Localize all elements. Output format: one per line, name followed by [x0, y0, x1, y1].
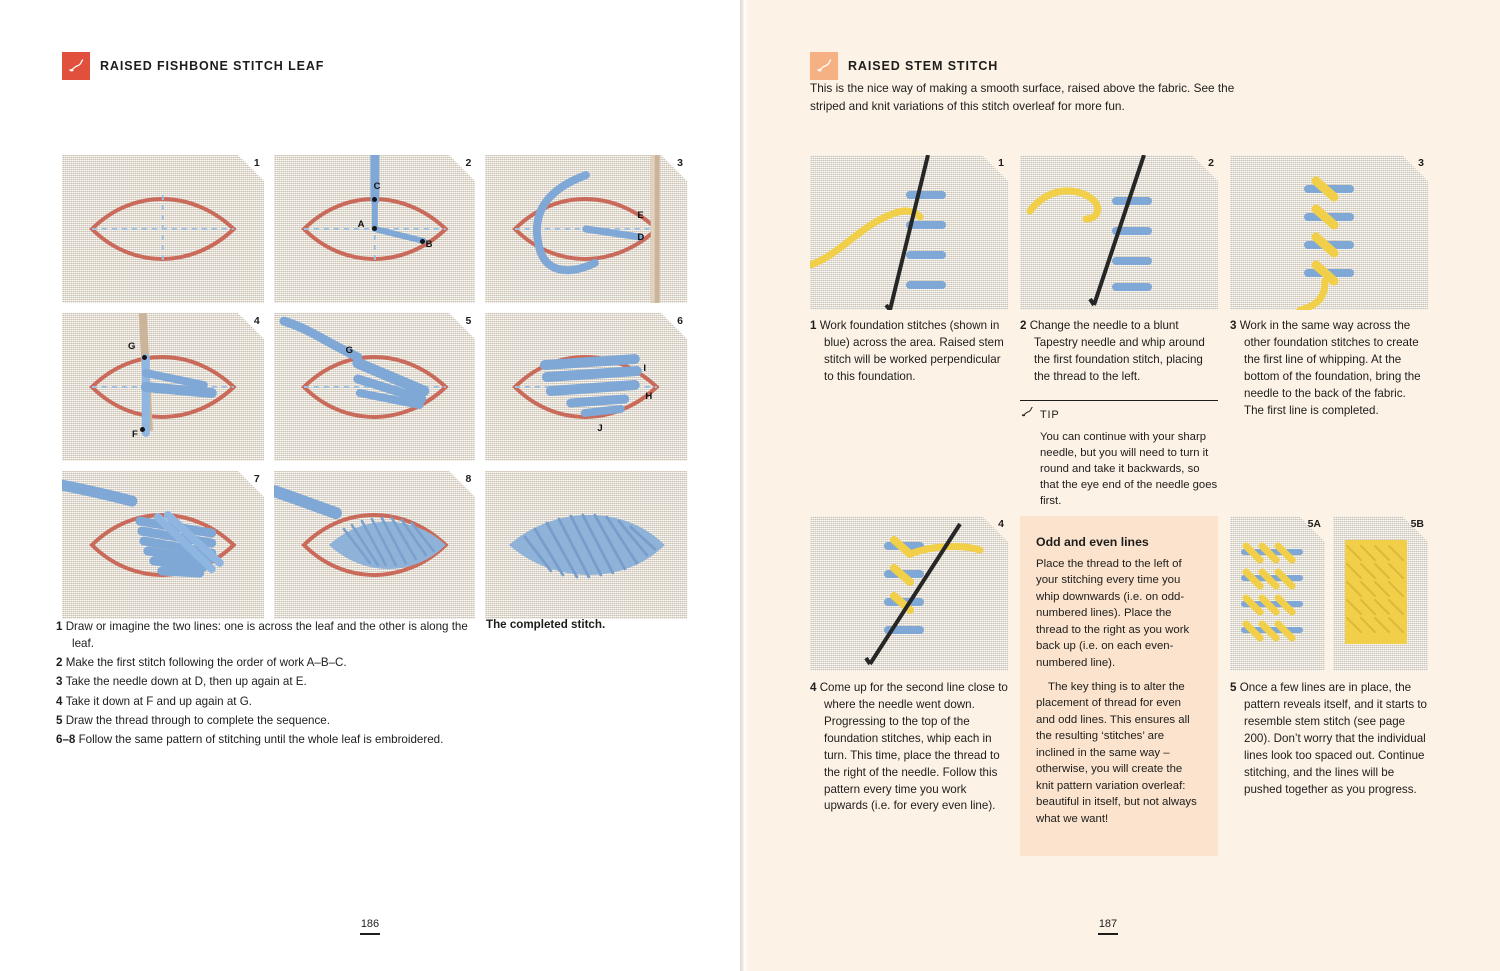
page-corner-fold [1402, 155, 1428, 181]
whipping-first-stitch-art [1020, 155, 1218, 310]
step-column-1 [810, 318, 1008, 509]
step-number: 2 [1020, 319, 1027, 332]
panel-paragraph-1: Place the thread to the left of your stitching every time you whip downwards (i.e. on odd-numbered lines). Place the thread to the right as you work back up (i.e. on each even-numbered line). [1036, 557, 1190, 670]
step-column-3 [1230, 318, 1428, 509]
figure-r1 [810, 155, 1008, 310]
step-text: Work foundation stitches (shown in blue) across the area. Raised stem stitch will be worked perpendicular to this foundation. [819, 319, 1004, 383]
point-marker-c [372, 197, 377, 202]
figure-number: 3 [677, 157, 684, 169]
page-corner-fold [449, 155, 475, 181]
page-corner-fold [449, 313, 475, 339]
figure-completed [485, 471, 687, 619]
point-marker-b [420, 239, 425, 244]
panel-heading: Odd and even lines [1036, 535, 1149, 549]
folio-rule [1098, 933, 1118, 935]
left-page [0, 0, 740, 971]
folio-rule [360, 933, 380, 935]
figure-r5b [1333, 516, 1428, 671]
label-e: E [637, 210, 644, 221]
right-folio [1078, 918, 1138, 935]
step-text: Make the first stitch following the order of work A–B–C. [65, 656, 347, 670]
completed-leaf-art [485, 471, 687, 619]
step-number: 4 [56, 694, 63, 708]
figure-7 [62, 471, 264, 619]
label-h: H [645, 391, 653, 402]
step-text: Draw or imagine the two lines: one is across the leaf and the other is along the leaf. [65, 620, 468, 651]
left-step-list [56, 618, 476, 750]
page-corner-fold [661, 155, 687, 181]
right-steps-bottom [810, 680, 1460, 815]
step-column-4 [810, 680, 1008, 815]
right-steps-top [810, 318, 1460, 509]
label-b: B [425, 239, 433, 250]
figure-number: 5B [1410, 518, 1424, 530]
step-number: 4 [810, 681, 817, 694]
step-number: 3 [1230, 319, 1237, 332]
step-r1 [810, 318, 1008, 386]
step-column-5 [1230, 680, 1428, 815]
right-page [748, 0, 1500, 971]
needle-thread-icon [810, 52, 838, 80]
figure-r4 [810, 516, 1008, 671]
label-i: I [643, 363, 646, 374]
figure-number: 5 [465, 315, 472, 327]
right-intro-text: This is the nice way of making a smooth surface, raised above the fabric. See the striped and knit variations of this stitch overleaf for more fun. [810, 81, 1235, 113]
page-corner-fold [661, 313, 687, 339]
step-number: 1 [56, 620, 63, 633]
left-folio [340, 918, 400, 935]
right-figure-grid-top [810, 155, 1460, 310]
tip-title: TIP [1040, 408, 1060, 421]
list-item [56, 693, 476, 710]
step-r5 [1230, 680, 1428, 798]
step-number: 5 [1230, 681, 1237, 694]
step-number: 6–8 [56, 732, 76, 746]
right-section-title: RAISED STEM STITCH [848, 59, 999, 73]
needle-thread-icon [1020, 405, 1034, 425]
figure-5 [274, 313, 476, 461]
left-section-header [62, 52, 324, 80]
figure-r5a [1230, 516, 1325, 671]
step-column-spacer [1020, 680, 1218, 815]
figure-row-top [810, 155, 1460, 310]
left-figure-grid [62, 155, 687, 629]
page-corner-fold [449, 471, 475, 497]
step-text: Change the needle to a blunt Tapestry needle and whip around the first foundation stitch, placing the thread to the left. [1029, 319, 1205, 383]
figure-6 [485, 313, 687, 461]
figure-number: 1 [998, 157, 1004, 169]
figure-row-1 [62, 155, 687, 303]
figure-number: 4 [998, 518, 1004, 530]
figure-row-3 [62, 471, 687, 619]
step-r2 [1020, 318, 1218, 386]
step-number: 1 [810, 319, 817, 332]
list-item [56, 731, 476, 748]
second-line-whipping-art [810, 516, 1008, 671]
point-marker-a [372, 226, 377, 231]
step-text: Once a few lines are in place, the pattern reveals itself, and it starts to resemble stem stitch (see page 200). Don’t worry that the individual lines look too spaced out. Continue stitching, and the lines will be pushed together as you progress. [1239, 681, 1428, 796]
figure-r3 [1230, 155, 1428, 310]
step-text: Follow the same pattern of stitching until the whole leaf is embroidered. [78, 732, 444, 746]
leaf-step6-art [485, 313, 687, 461]
page-corner-fold [982, 155, 1008, 181]
label-j: J [597, 423, 603, 434]
label-a: A [357, 219, 365, 230]
figure-number: 7 [253, 473, 260, 485]
figure-number: 1 [253, 157, 260, 169]
step-number: 2 [56, 656, 63, 670]
step-r4 [810, 680, 1008, 815]
leaf-step8-art [274, 471, 476, 619]
needle-thread-icon [62, 52, 90, 80]
step-column-2 [1020, 318, 1218, 509]
step-text: Take the needle down at D, then up again at E. [65, 675, 307, 689]
figure-row-2 [62, 313, 687, 461]
label-f: F [132, 429, 138, 440]
leaf-step7-art [62, 471, 264, 619]
figure-number: 2 [1208, 157, 1214, 169]
figure-3 [485, 155, 687, 303]
figure-number: 8 [465, 473, 472, 485]
step-text: Work in the same way across the other foundation stitches to create the first line of whipping. At the bottom of the foundation, bring the needle to the back of the fabric. The first line is completed. [1239, 319, 1421, 417]
list-item [56, 673, 476, 690]
step-text: Draw the thread through to complete the sequence. [65, 713, 330, 727]
label-c: C [373, 181, 381, 192]
list-item [56, 712, 476, 729]
point-marker-g [142, 355, 147, 360]
figure-number: 6 [677, 315, 684, 327]
list-item [56, 654, 476, 671]
figure-8 [274, 471, 476, 619]
figure-1 [62, 155, 264, 303]
left-page-number: 186 [360, 918, 380, 930]
foundation-stitches-art [810, 155, 1008, 310]
list-item [56, 618, 476, 652]
step-number: 5 [56, 713, 63, 727]
figure-4 [62, 313, 264, 461]
figure-number: 2 [465, 157, 472, 169]
label-g: G [128, 341, 136, 352]
completed-stitch-caption: The completed stitch. [486, 618, 606, 631]
tip-header [1020, 400, 1218, 425]
page-corner-fold [1192, 155, 1218, 181]
right-section-header [810, 52, 998, 80]
tip-text: You can continue with your sharp needle, but you will need to turn it round and take it backwards, so that the eye end of the needle goes first. [1040, 430, 1218, 507]
figure-number: 5A [1307, 518, 1321, 530]
step-text: Take it down at F and up again at G. [65, 694, 252, 708]
tip-box [1020, 400, 1218, 509]
label-g: G [345, 345, 354, 356]
label-d: D [637, 232, 645, 243]
figure-2 [274, 155, 476, 303]
first-whipped-line-art [1230, 155, 1428, 310]
step-number: 3 [56, 675, 63, 689]
right-page-number: 187 [1098, 918, 1118, 930]
page-corner-fold [982, 516, 1008, 542]
leaf-step5-art [274, 313, 476, 461]
leaf-needle-art [485, 155, 687, 303]
leaf-outline-art [62, 155, 264, 303]
point-marker-f [140, 427, 145, 432]
figure-number: 3 [1418, 157, 1424, 169]
figure-r2 [1020, 155, 1218, 310]
step-text: Come up for the second line close to where the needle went down. Progressing to the top of the foundation stitches, whip each in turn. This time, place the thread to the right of the needle. Follow this pattern every time you work upwards (i.e. for every even line). [819, 681, 1008, 813]
leaf-step4-art [62, 313, 264, 461]
step-r3 [1230, 318, 1428, 420]
panel-paragraph-2: The key thing is to alter the placement of thread for even and odd lines. This ensures all the resulting ‘stitches’ are inclined in the same way – otherwise, you will create the knit pattern variation overleaf: beautiful in itself, but not always what we want! [1036, 680, 1197, 825]
book-gutter [740, 0, 748, 971]
left-section-title: RAISED FISHBONE STITCH LEAF [100, 59, 325, 73]
figure-number: 4 [253, 315, 260, 327]
